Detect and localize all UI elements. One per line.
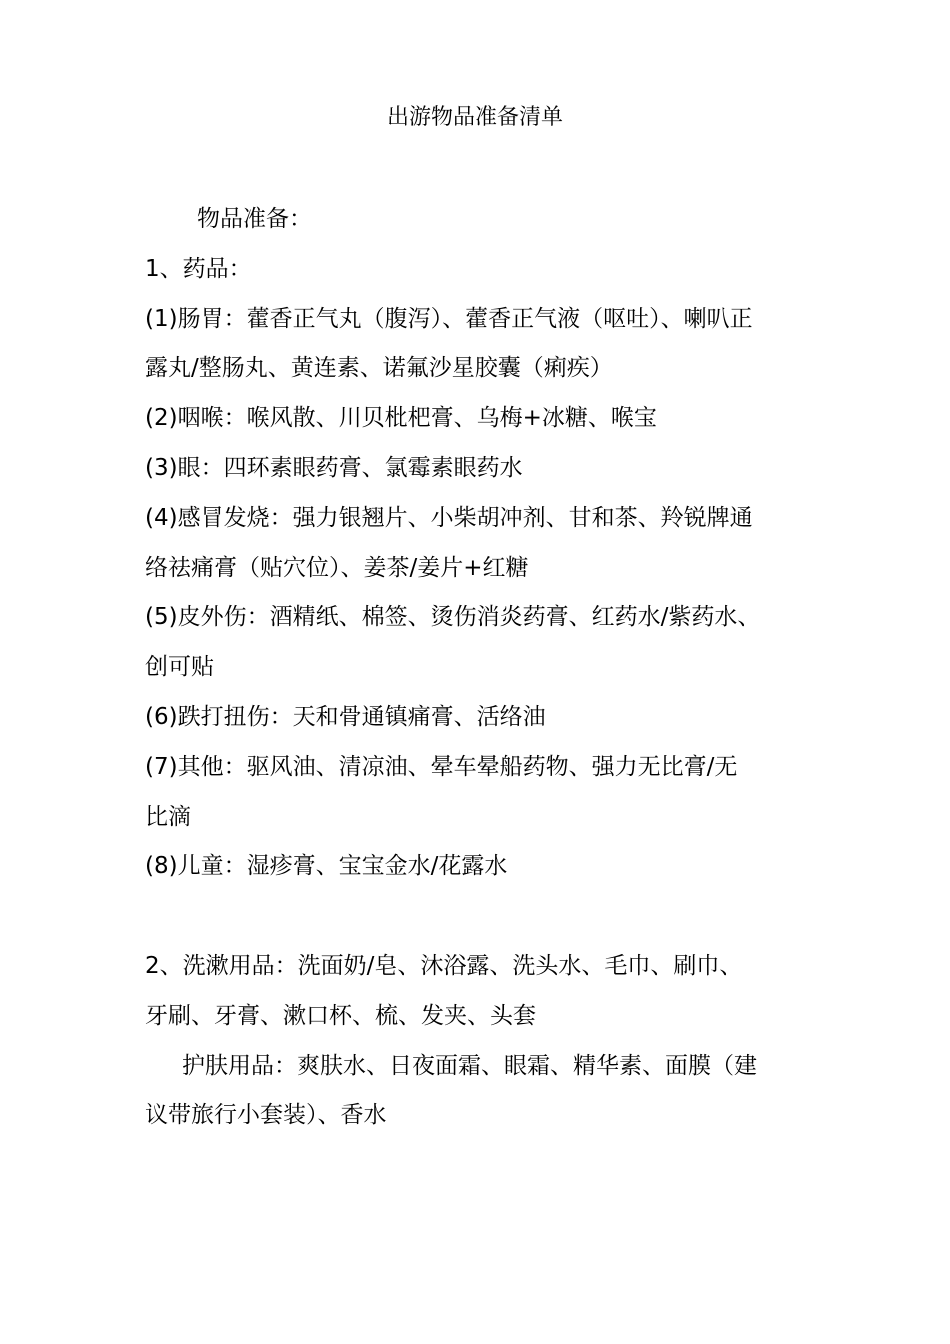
document-title: 出游物品准备清单	[386, 105, 563, 130]
section-heading-items: 物品准备：	[197, 206, 312, 232]
text-line: (1)肠胃：藿香正气丸（腹泻）、藿香正气液（呕吐）、喇叭正	[145, 305, 753, 332]
text-line: (8)儿童：湿疹膏、宝宝金水/花露水	[145, 853, 508, 880]
text-line: (3)眼：四环素眼药膏、氯霉素眼药水	[145, 454, 523, 481]
text-line-skincare: 护肤用品：爽肤水、日夜面霜、眼霜、精华素、面膜（建	[182, 1052, 757, 1079]
text-line: 创可贴	[145, 654, 214, 681]
text-line: (6)跌打扭伤：天和骨通镇痛膏、活络油	[145, 703, 546, 730]
section-heading-toiletries: 2、洗漱用品：洗面奶/皂、沐浴露、洗头水、毛巾、刷巾、	[145, 952, 743, 979]
section-heading-medicine: 1、药品：	[145, 255, 252, 282]
text-line: (5)皮外伤：酒精纸、棉签、烫伤消炎药膏、红药水/紫药水、	[145, 604, 761, 631]
text-line: 露丸/整肠丸、黄连素、诺氟沙星胶囊（痢疾）	[145, 355, 613, 382]
text-line: (7)其他：驱风油、清凉油、晕车晕船药物、强力无比膏/无	[145, 753, 738, 780]
text-line: 比滴	[145, 803, 191, 830]
text-line: (2)咽喉：喉风散、川贝枇杷膏、乌梅+冰糖、喉宝	[145, 405, 657, 432]
text-line: 议带旅行小套装）、香水	[145, 1102, 387, 1129]
text-line: 牙刷、牙膏、漱口杯、梳、发夹、头套	[145, 1002, 536, 1029]
blank-line	[145, 892, 825, 942]
text-line: (4)感冒发烧：强力银翘片、小柴胡冲剂、甘和茶、羚锐牌通	[145, 504, 753, 531]
text-line: 络祛痛膏（贴穴位）、姜茶/姜片+红糖	[145, 554, 529, 581]
document-body	[145, 195, 825, 1141]
